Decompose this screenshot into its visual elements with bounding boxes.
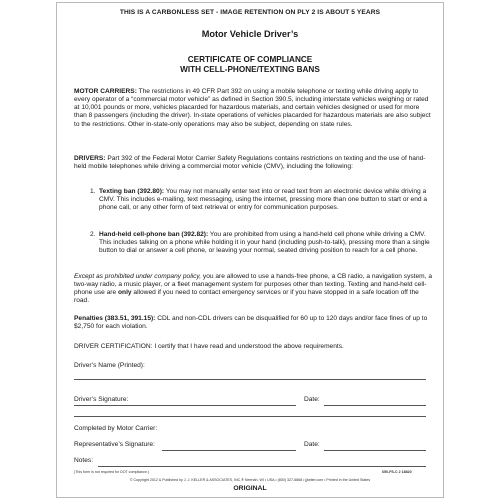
- penalties-paragraph: [74, 315, 432, 331]
- drivers-label: DRIVERS:: [74, 155, 106, 162]
- date-label: Date:: [304, 396, 320, 403]
- drivers-name-label: Driver’s Name (Printed):: [74, 362, 145, 369]
- motor-carriers-paragraph: [74, 88, 432, 129]
- form-sheet: [56, 2, 444, 498]
- handheld-ban-label: Hand-held cell-phone ban (392.82):: [99, 231, 209, 238]
- form-title: Motor Vehicle Driver’s: [201, 29, 299, 39]
- exception-text-after: allowed if you need to contact emergency services or if you have stopped in a safe location off the road.: [74, 289, 419, 305]
- exception-italic: Except as prohibited under company policy,: [74, 273, 202, 280]
- drivers-signature-label: Driver’s Signature:: [74, 396, 129, 403]
- date-line[interactable]: [324, 450, 426, 451]
- completed-by-label: Completed by Motor Carrier:: [74, 425, 158, 432]
- certificate-title-line2: WITH CELL-PHONE/TEXTING BANS: [180, 65, 320, 74]
- texting-ban-label: Texting ban (392.80):: [99, 188, 165, 195]
- notes-line[interactable]: [98, 466, 426, 467]
- handheld-ban-text: You are prohibited from using a hand-held cell phone while driving a CMV. This includes talking on a phone while holding it in your hand (including push-to-talk), pressing more than a single button to dial or answer a cell phone, or leaving your normal, seated driving position to reach for a cell phone.: [99, 231, 430, 255]
- certificate-title-line1: CERTIFICATE OF COMPLIANCE: [187, 55, 313, 64]
- motor-carriers-label: MOTOR CARRIERS:: [74, 88, 137, 95]
- carbonless-banner: THIS IS A CARBONLESS SET - IMAGE RETENTION ON PLY 2 IS ABOUT 5 YEARS: [119, 9, 381, 16]
- list-item-number: 1.: [90, 188, 96, 195]
- exception-text-before: you are allowed to use a hands-free phone, a CB radio, a navigation system, a two-way radio, a music player, or a fleet management system for purposes other than texting. Texting and hand-held cell-phone use are: [74, 273, 432, 297]
- drivers-paragraph: [74, 155, 432, 171]
- exception-only: only: [118, 289, 132, 297]
- motor-carriers-text: The restrictions in 49 CFR Part 392 on using a mobile telephone or texting while driving apply to every operator of a “commercial motor vehicle” as defined in Section 390.5, including interstate vehicles weighing or rated at 10,001 pounds or more, vehicles placarded for hazardous materials, and certain vehicles designed or used for more than 8 passengers (including the driver). In-state operations of vehicles placarded for hazardous materials are also subject to the restrictions. Other in-state-only operations may also be subject, depending on state rules.: [74, 88, 431, 128]
- original-label: ORIGINAL: [233, 485, 267, 492]
- section-divider: [74, 416, 426, 417]
- penalties-text: CDL and non-CDL drivers can be disqualified for 60 up to 120 days and/or face fines of up to $2,750 for each violation.: [74, 315, 428, 331]
- drivers-name-line[interactable]: [74, 379, 426, 380]
- date-line[interactable]: [324, 405, 426, 406]
- drivers-signature-line[interactable]: [74, 405, 296, 406]
- texting-ban-text: You may not manually enter text into or read text from an electronic device while driving a CMV. This includes e-mailing, text messaging, using the internet, pressing more than one button to start or end a phone call, or any other form of text retrieval or entry for communication purposes.: [99, 188, 428, 212]
- notes-label: Notes:: [74, 457, 94, 464]
- driver-certification: DRIVER CERTIFICATION: I certify that I have read and understood the above requirements.: [74, 343, 344, 350]
- copyright-line: © Copyright 2012 & Published by J. J. KELLER & ASSOCIATES, INC.® Neenah, WI • USA • (800) 327-6868 • jjkeller.com • Printed in the United States: [129, 478, 371, 482]
- representatives-signature-line[interactable]: [162, 450, 296, 451]
- penalties-label: Penalties (383.51, 391.15):: [74, 315, 156, 322]
- list-item-number: 2.: [90, 231, 96, 238]
- list-item: [90, 231, 432, 255]
- representatives-signature-label: Representative’s Signature:: [74, 441, 155, 448]
- drivers-text: Part 392 of the Federal Motor Carrier Safety Regulations contains restrictions on texting and the use of hand-held mobile telephones while driving a commercial motor vehicle (CMV), including the following:: [74, 155, 426, 171]
- footer-note: (This form is not required for DOT compliance.): [74, 470, 150, 474]
- form-number: 650-FS-C 2 18820: [382, 470, 412, 474]
- exception-paragraph: [74, 273, 432, 306]
- list-item: [90, 188, 432, 212]
- date-label: Date:: [304, 441, 320, 448]
